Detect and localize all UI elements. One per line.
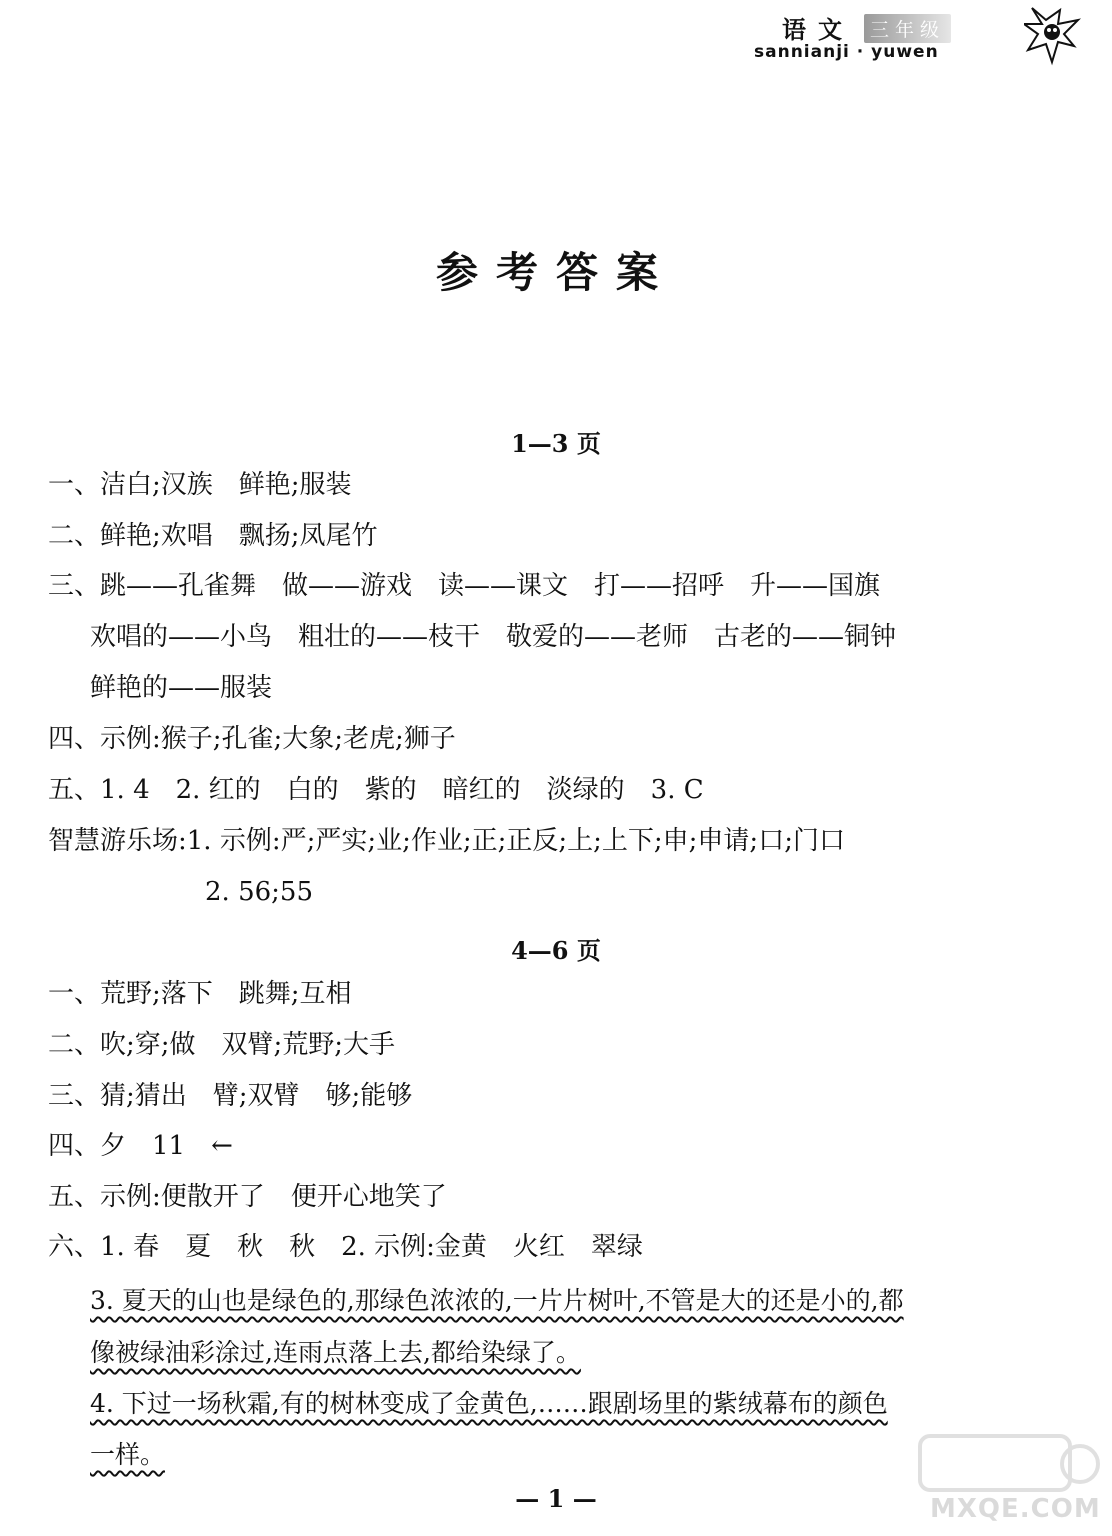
- pinyin-label: sannianji · yuwen: [754, 42, 939, 62]
- answer-line: 像被绿油彩涂过,连雨点落上去,都给染绿了。: [90, 1338, 581, 1367]
- answer-line: 三、猜;猜出 臂;双臂 够;能够: [48, 1081, 413, 1111]
- answer-line: 三、跳——孔雀舞 做——游戏 读——课文 打——招呼 升——国旗: [48, 571, 881, 601]
- page-header: [752, 6, 1082, 68]
- answer-line: 五、1. 4 2. 红的 白的 紫的 暗红的 淡绿的 3. C: [48, 775, 704, 805]
- answer-line: 一、荒野;落下 跳舞;互相: [48, 979, 352, 1009]
- answer-line: 二、鲜艳;欢唱 飘扬;凤尾竹: [48, 521, 378, 551]
- answer-line: 一、洁白;汉族 鲜艳;服装: [48, 470, 352, 500]
- answer-line: 2. 56;55: [205, 877, 313, 907]
- watermark: [912, 1428, 1102, 1528]
- answer-line: 五、示例:便散开了 便开心地笑了: [48, 1182, 447, 1212]
- answer-line: 3. 夏天的山也是绿色的,那绿色浓浓的,一片片树叶,不管是大的还是小的,都: [90, 1286, 904, 1315]
- section-heading-2: 4—6 页: [511, 936, 601, 965]
- grade-label: 三年级: [864, 14, 951, 43]
- answer-line: 四、夕 11 ←: [48, 1131, 233, 1161]
- answer-line: 4. 下过一场秋霜,有的树林变成了金黄色,……跟剧场里的紫绒幕布的颜色: [90, 1389, 888, 1418]
- mascot-icon: [1024, 6, 1082, 68]
- answer-line: 四、示例:猴子;孔雀;大象;老虎;狮子: [48, 724, 456, 754]
- page-title: 参考答案: [435, 248, 676, 297]
- watermark-logo-icon: [912, 1428, 1102, 1498]
- answer-line: 智慧游乐场:1. 示例:严;严实;业;作业;正;正反;上;上下;申;申请;口;门口: [48, 826, 845, 856]
- answer-line: 六、1. 春 夏 秋 秋 2. 示例:金黄 火红 翠绿: [48, 1232, 643, 1262]
- watermark-text: MXQE.COM: [930, 1494, 1101, 1524]
- answer-line: 一样。: [90, 1440, 166, 1469]
- answer-line: 二、吹;穿;做 双臂;荒野;大手: [48, 1030, 396, 1060]
- subject-label: 语文: [782, 16, 854, 44]
- answer-line: 鲜艳的——服装: [90, 673, 273, 703]
- page-number: — 1 —: [515, 1484, 597, 1513]
- section-heading-1: 1—3 页: [511, 429, 601, 458]
- answer-line: 欢唱的——小鸟 粗壮的——枝干 敬爱的——老师 古老的——铜钟: [90, 622, 897, 652]
